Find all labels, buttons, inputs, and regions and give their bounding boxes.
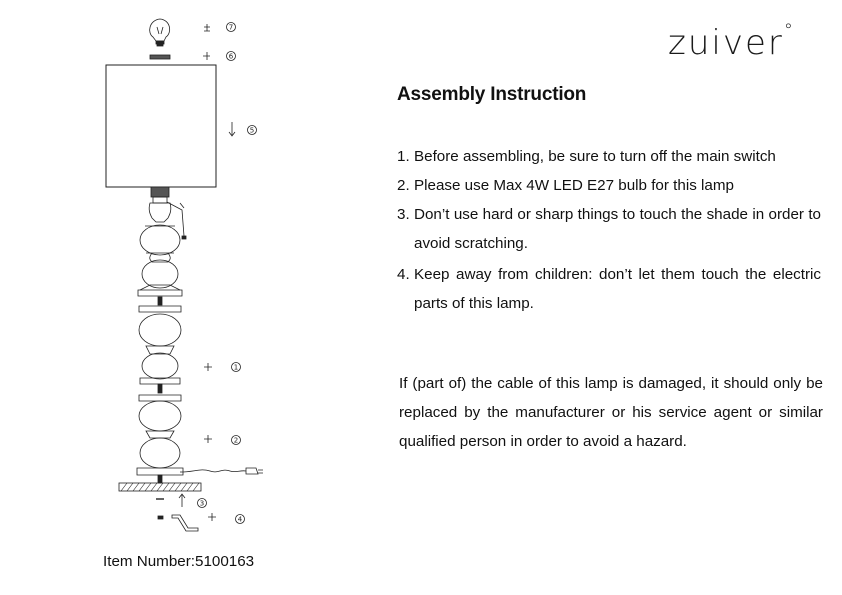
bulb-icon	[150, 19, 170, 46]
step-markers	[198, 23, 257, 524]
step-label: 5	[249, 126, 255, 135]
lamp-shade-part	[106, 65, 216, 187]
step-label: 2	[233, 436, 239, 445]
brand-mark: °	[783, 20, 793, 41]
lower-column-part	[137, 395, 183, 475]
page-title: Assembly Instruction	[397, 84, 587, 105]
connector-rod	[158, 384, 162, 393]
base-plate-part	[119, 475, 201, 491]
step-label: 7	[228, 23, 234, 32]
bracket-part	[172, 515, 198, 531]
step-label: 6	[228, 52, 234, 61]
nut-part	[158, 516, 163, 519]
turn-icon	[203, 24, 216, 521]
middle-column-part	[139, 306, 181, 384]
upper-column-part	[138, 203, 182, 296]
instruction-number: 2.	[397, 177, 410, 194]
connector-rod	[158, 297, 162, 305]
cable-warning: If (part of) the cable of this lamp is damaged, it should only be replaced by the manufacturer or his service agent or similar qualified person in order to avoid a hazard.	[399, 375, 823, 450]
arrow-down-icon	[229, 122, 235, 136]
instruction-number: 4.	[397, 266, 410, 283]
ring-nut-part	[150, 55, 170, 59]
socket-part	[151, 187, 169, 203]
instruction-number: 1.	[397, 148, 410, 165]
step-label: 4	[237, 515, 243, 524]
instruction-text: Keep away from children: don’t let them touch the electric parts of this lamp.	[414, 266, 821, 312]
step-label: 1	[233, 363, 239, 372]
step-label: 3	[199, 499, 205, 508]
pull-switch-icon	[167, 202, 186, 239]
arrow-up-icon	[179, 494, 185, 507]
power-cable-icon	[180, 468, 263, 474]
instruction-text: Don’t use hard or sharp things to touch the shade in order to avoid scratching.	[414, 206, 821, 252]
instruction-number: 3.	[397, 206, 410, 223]
instruction-text: Before assembling, be sure to turn off the main switch	[414, 148, 776, 165]
brand-name: zuiver	[668, 23, 784, 63]
item-number: Item Number:5100163	[103, 553, 255, 570]
instruction-text: Please use Max 4W LED E27 bulb for this lamp	[414, 177, 734, 194]
